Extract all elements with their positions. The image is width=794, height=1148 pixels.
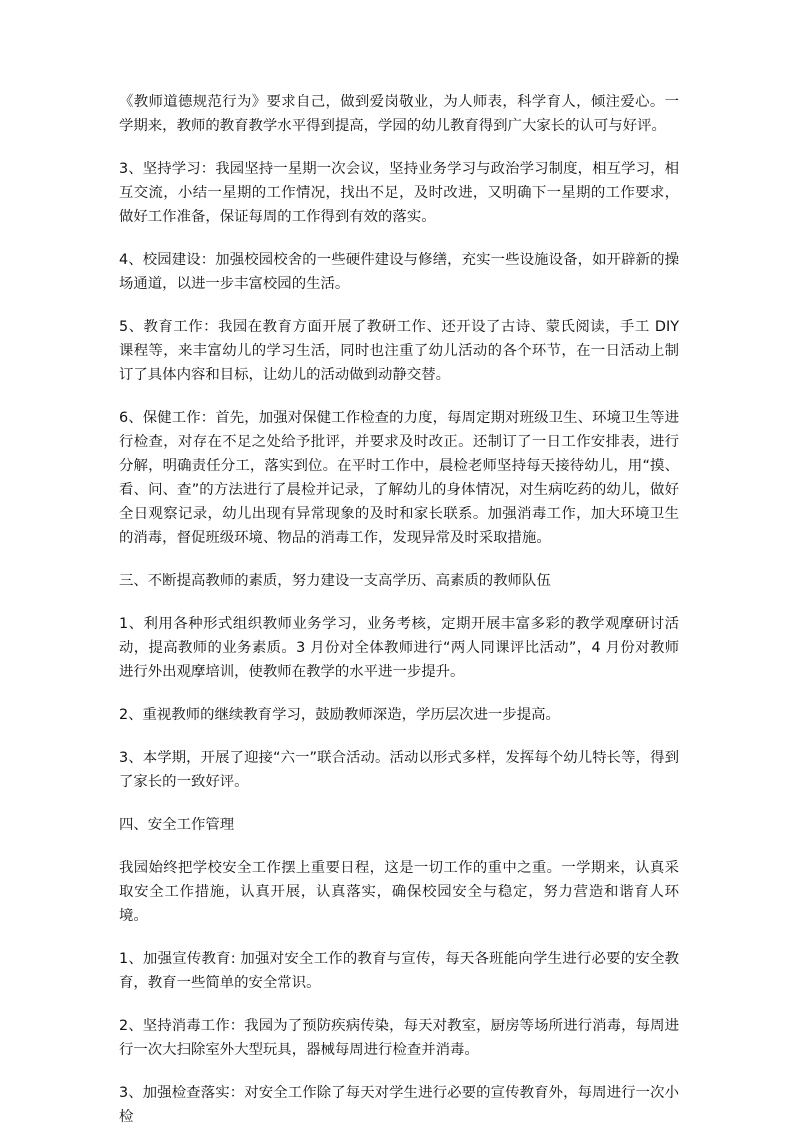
paragraph-safety-inspection: 3、加强检查落实：对安全工作除了每天对学生进行必要的宣传教育外，每周进行一次小检 — [119, 1085, 679, 1125]
paragraph-safety-overview: 我园始终把学校安全工作摆上重要日程，这是一切工作的重中之重。一学期来，认真采取安全工作措施，认真开展，认真落实，确保校园安全与稳定，努力营造和谐育人环境。 — [119, 860, 679, 924]
paragraph-health-care-work: 6、保健工作：首先，加强对保健工作检查的力度，每周定期对班级卫生、环境卫生等进行检查，对存在不足之处给予批评，并要求及时改正。还制订了一日工作安排表，进行分解，明确责任分工，落实到位。在平时工作中，晨检老师坚持每天接待幼儿，用“摸、看、问、查”的方法进行了晨检并记录，了解幼儿的身体情况，对生病吃药的幼儿，做好全日观察记录，幼儿出现有异常现象的及时和家长联系。加强消毒工作，加大环境卫生的消毒，督促班级环境、物品的消毒工作，发现异常及时采取措施。 — [119, 410, 679, 546]
paragraph-continuing-education: 2、重视教师的继续教育学习，鼓励教师深造，学历层次进一步提高。 — [119, 707, 560, 723]
section-heading-safety-management: 四、安全工作管理 — [119, 817, 235, 833]
paragraph-teacher-ethics: 《教师道德规范行为》要求自己，做到爱岗敬业，为人师表，科学育人，倾注爱心。一学期来，教师的教育教学水平得到提高，学园的幼儿教育得到广大家长的认可与好评。 — [119, 94, 679, 134]
paragraph-childrens-day-activity: 3、本学期，开展了迎接“六一”联合活动。活动以形式多样，发挥每个幼儿特长等，得到了家长的一致好评。 — [119, 750, 679, 790]
paragraph-teacher-training: 1、利用各种形式组织教师业务学习，业务考核，定期开展丰富多彩的教学观摩研讨活动，提高教师的业务素质。3 月份对全体教师进行“两人同课评比活动”，4 月份对教师进行外出观摩培训，使教师在教学的水平进一步提升。 — [119, 616, 679, 680]
paragraph-safety-publicity: 1、加强宣传教育: 加强对安全工作的教育与宣传，每天各班能向学生进行必要的安全教育，教育一些简单的安全常识。 — [119, 951, 679, 991]
paragraph-campus-construction: 4、校园建设：加强校园校舍的一些硬件建设与修缮，充实一些设施设备，如开辟新的操场通道，以进一步丰富校园的生活。 — [119, 252, 679, 292]
section-heading-teacher-quality: 三、不断提高教师的素质，努力建设一支高学历、高素质的教师队伍 — [119, 573, 551, 589]
paragraph-persist-learning: 3、坚持学习：我园坚持一星期一次会议，坚持业务学习与政治学习制度，相互学习，相互交流，小结一星期的工作情况，找出不足，及时改进，又明确下一星期的工作要求，做好工作准备，保证每周的工作得到有效的落实。 — [119, 161, 679, 225]
document-body — [119, 90, 679, 1148]
paragraph-education-work: 5、教育工作：我园在教育方面开展了教研工作、还开设了古诗、蒙氏阅读，手工 DIY 课程等，来丰富幼儿的学习生活，同时也注重了幼儿活动的各个环节，在一日活动上制订了具体内容和目标，让幼儿的活动做到动静交替。 — [119, 319, 679, 383]
paragraph-disinfection-work: 2、坚持消毒工作：我园为了预防疾病传染，每天对教室，厨房等场所进行消毒，每周进行一次大扫除室外大型玩具，器械每周进行检查并消毒。 — [119, 1018, 679, 1058]
